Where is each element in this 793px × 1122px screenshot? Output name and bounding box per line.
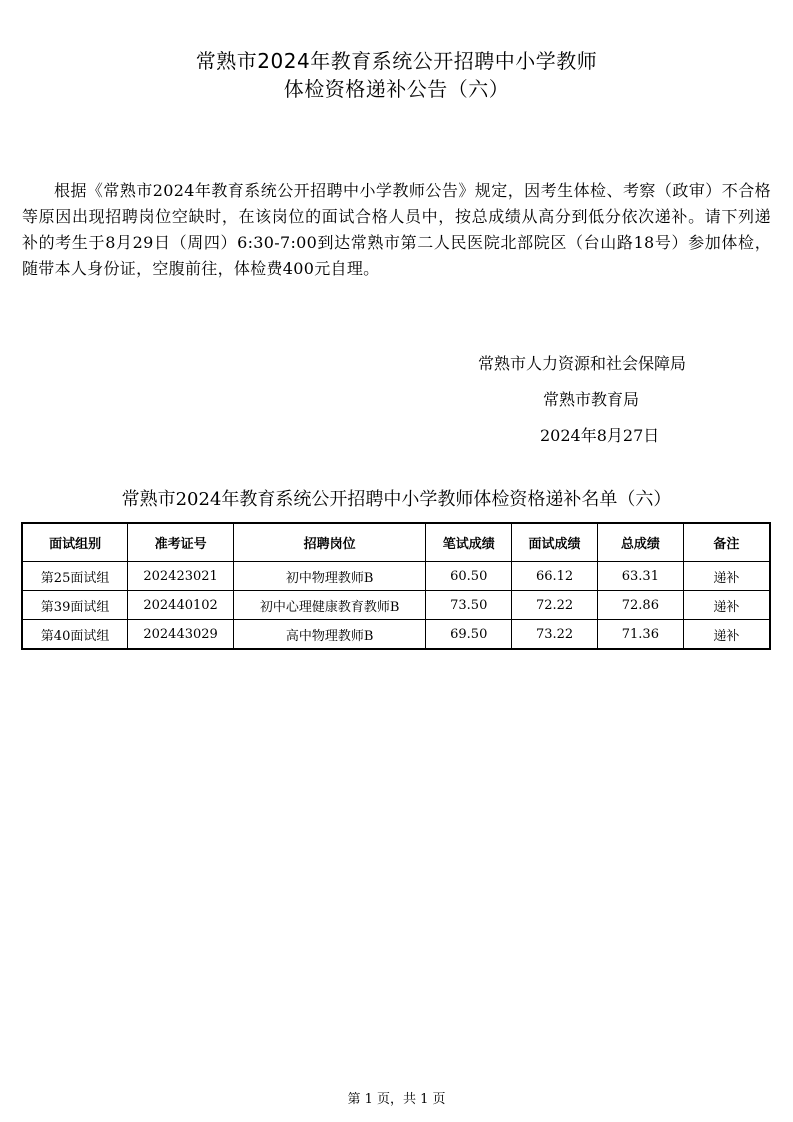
header-total-score: 总成绩: [597, 523, 683, 562]
cell-exam-number: 202423021: [128, 562, 234, 591]
cell-written-score: 69.50: [426, 620, 512, 650]
cell-exam-number: 202443029: [128, 620, 234, 650]
header-remark: 备注: [683, 523, 770, 562]
list-title: 常熟市2024年教育系统公开招聘中小学教师体检资格递补名单（六）: [121, 489, 672, 510]
table-row: [22, 591, 770, 620]
cell-remark: 递补: [683, 620, 770, 650]
cell-interview-score: 73.22: [512, 620, 598, 650]
page-footer: 第 1 页，共 1 页: [347, 1092, 446, 1107]
header-written-score: 笔试成绩: [426, 523, 512, 562]
candidate-table: [21, 522, 771, 650]
title-line-2: 体检资格递补公告（六）: [283, 77, 510, 101]
cell-group: 第40面试组: [22, 620, 128, 650]
cell-total-score: 72.86: [597, 591, 683, 620]
cell-position: 初中物理教师B: [234, 562, 426, 591]
cell-exam-number: 202440102: [128, 591, 234, 620]
table-row: [22, 620, 770, 650]
cell-position: 初中心理健康教育教师B: [234, 591, 426, 620]
cell-group: 第39面试组: [22, 591, 128, 620]
cell-interview-score: 66.12: [512, 562, 598, 591]
issuer-hr-bureau: 常熟市人力资源和社会保障局: [478, 354, 687, 373]
cell-interview-score: 72.22: [512, 591, 598, 620]
header-interview-score: 面试成绩: [512, 523, 598, 562]
cell-remark: 递补: [683, 562, 770, 591]
cell-written-score: 60.50: [426, 562, 512, 591]
cell-group: 第25面试组: [22, 562, 128, 591]
issue-date: 2024年8月27日: [540, 426, 660, 445]
cell-position: 高中物理教师B: [234, 620, 426, 650]
header-group: 面试组别: [22, 523, 128, 562]
issuer-education-bureau: 常熟市教育局: [543, 390, 640, 409]
header-exam-number: 准考证号: [128, 523, 234, 562]
cell-remark: 递补: [683, 591, 770, 620]
header-position: 招聘岗位: [234, 523, 426, 562]
cell-total-score: 63.31: [597, 562, 683, 591]
table-row: [22, 562, 770, 591]
cell-written-score: 73.50: [426, 591, 512, 620]
title-line-1: 常熟市2024年教育系统公开招聘中小学教师: [195, 49, 598, 73]
cell-total-score: 71.36: [597, 620, 683, 650]
notice-body: 根据《常熟市2024年教育系统公开招聘中小学教师公告》规定，因考生体检、考察（政审）不合格等原因出现招聘岗位空缺时，在该岗位的面试合格人员中，按总成绩从高分到低分依次递补。请下列递补的考生于8月29日（周四）6:30-7:00到达常熟市第二人民医院北部院区（台山路18号）参加体检，随带本人身份证，空腹前往，体检费400元自理。: [22, 181, 771, 278]
table-header-row: [22, 523, 770, 562]
